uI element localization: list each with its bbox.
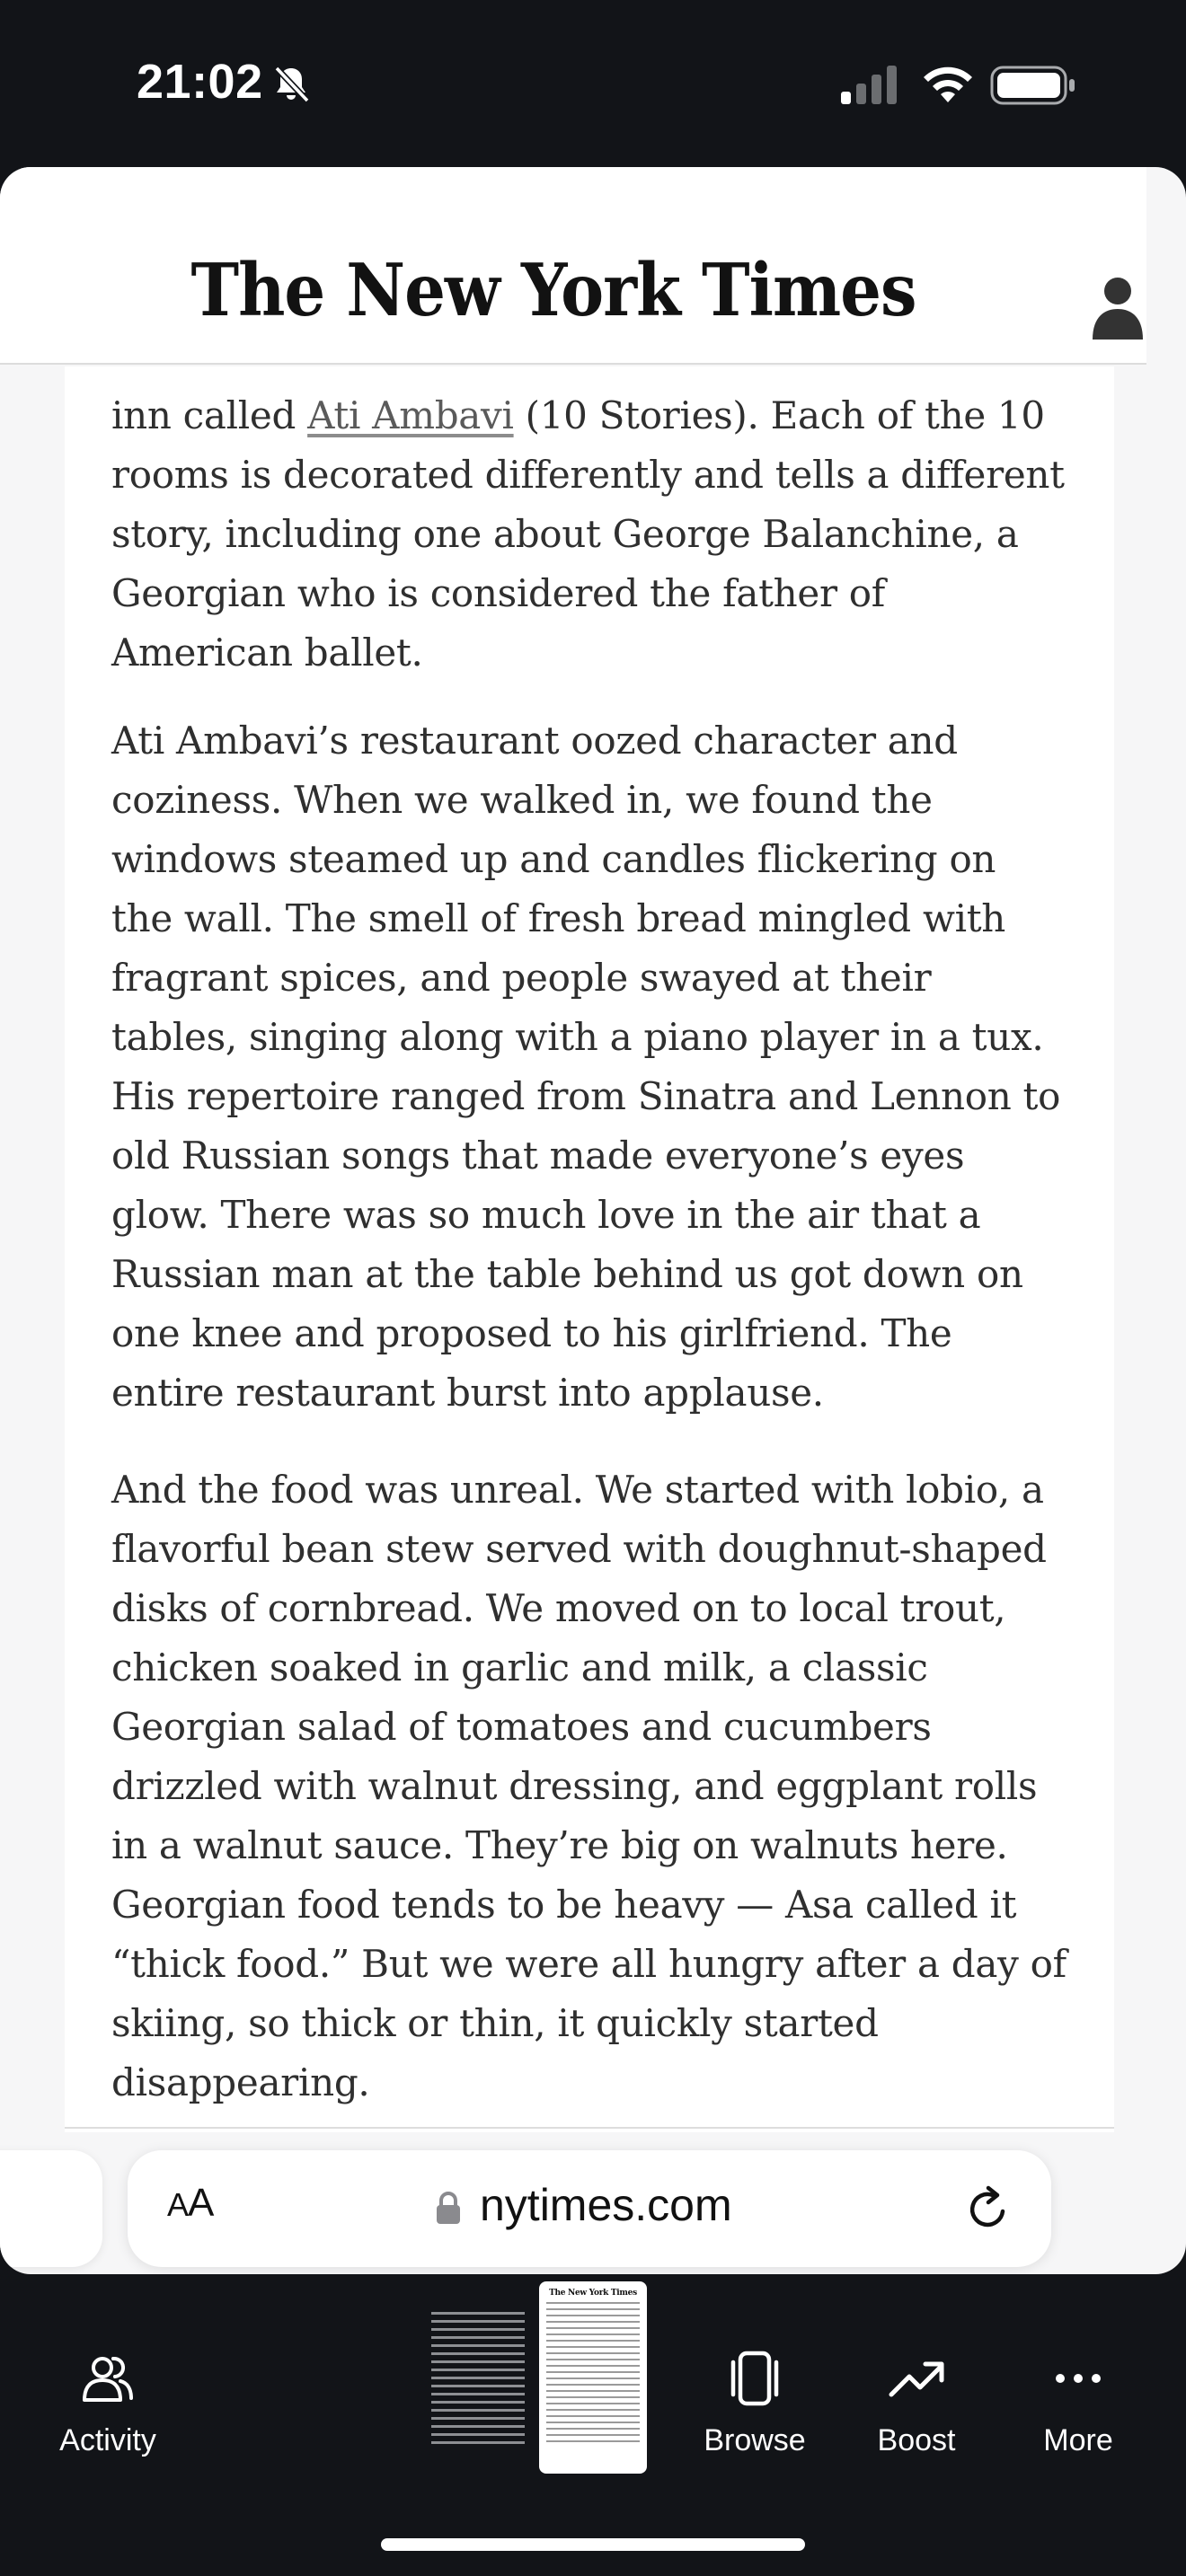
cellular-signal-icon bbox=[839, 65, 900, 106]
reader-settings-button[interactable] bbox=[167, 2181, 213, 2226]
previous-tab-thumbnail[interactable] bbox=[431, 2307, 525, 2457]
paragraph-text: (10 Stories). Each of the 10 rooms is decorated differently and tells a different story, including one about George Balanchine, a Georgian who is considered the father of American ballet. bbox=[111, 393, 1065, 675]
browse-label: Browse bbox=[704, 2423, 806, 2457]
browser-page bbox=[0, 167, 1186, 2274]
previous-tab-peek[interactable] bbox=[0, 2150, 102, 2267]
status-time: 21:02 bbox=[137, 55, 263, 109]
home-indicator[interactable] bbox=[381, 2538, 805, 2551]
tabs-icon bbox=[726, 2350, 783, 2407]
url-text[interactable]: nytimes.com bbox=[480, 2180, 732, 2230]
boost-button[interactable] bbox=[845, 2350, 988, 2458]
lock-icon bbox=[435, 2190, 462, 2226]
paragraph-text: inn called bbox=[111, 393, 308, 437]
person-icon[interactable] bbox=[1089, 275, 1146, 340]
bottom-toolbar bbox=[0, 2274, 1186, 2576]
more-button[interactable] bbox=[1006, 2350, 1150, 2458]
reload-icon[interactable] bbox=[963, 2184, 1013, 2235]
article-body bbox=[65, 366, 1114, 2132]
status-bar bbox=[0, 0, 1186, 167]
battery-icon bbox=[990, 65, 1076, 106]
activity-label: Activity bbox=[59, 2423, 156, 2457]
activity-button[interactable] bbox=[36, 2350, 180, 2458]
trending-up-icon bbox=[888, 2350, 945, 2407]
aa-small-letter: A bbox=[167, 2186, 189, 2223]
divider bbox=[65, 2127, 1114, 2129]
people-icon bbox=[79, 2350, 137, 2407]
aa-large-letter: A bbox=[188, 2181, 214, 2225]
site-header bbox=[0, 167, 1146, 365]
ellipsis-icon bbox=[1049, 2350, 1107, 2407]
wifi-icon bbox=[920, 63, 976, 106]
nyt-logo[interactable]: The New York Times bbox=[190, 246, 916, 333]
ati-ambavi-link[interactable]: Ati Ambavi bbox=[307, 393, 514, 437]
boost-label: Boost bbox=[877, 2423, 956, 2457]
more-label: More bbox=[1043, 2423, 1113, 2457]
article-paragraph bbox=[111, 386, 1067, 683]
browse-button[interactable] bbox=[683, 2350, 827, 2458]
bell-slash-icon bbox=[270, 63, 313, 106]
article-paragraph: Ati Ambavi’s restaurant oozed character and coziness. When we walked in, we found the windows steamed up and candles flickering on the wall. The smell of fresh bread mingled with fragrant spices, and people swayed at their tables, singing along with a piano player in a tux. His repertoire ranged from Sinatra and Lennon to old Russian songs that made everyone’s eyes glow. There was so much love in the air that a Russian man at the table behind us got down on one knee and proposed to his girlfriend. The entire restaurant burst into applause. bbox=[111, 719, 1061, 1415]
current-tab-thumbnail[interactable] bbox=[539, 2281, 647, 2474]
article-paragraph: And the food was unreal. We started with lobio, a flavorful bean stew served with doughnut-shaped disks of cornbread. We moved on to local trout, chicken soaked in garlic and milk, a classic Georgian salad of tomatoes and cucumbers drizzled with walnut dressing, and eggplant rolls in a walnut sauce. They’re big on walnuts here. Georgian food tends to be heavy — Asa called it “thick food.” But we were all hungry after a day of skiing, so thick or thin, it quickly started disappearing. bbox=[111, 1468, 1067, 2104]
thumbnail-masthead: The New York Times bbox=[549, 2289, 637, 2298]
address-bar[interactable] bbox=[128, 2150, 1051, 2267]
